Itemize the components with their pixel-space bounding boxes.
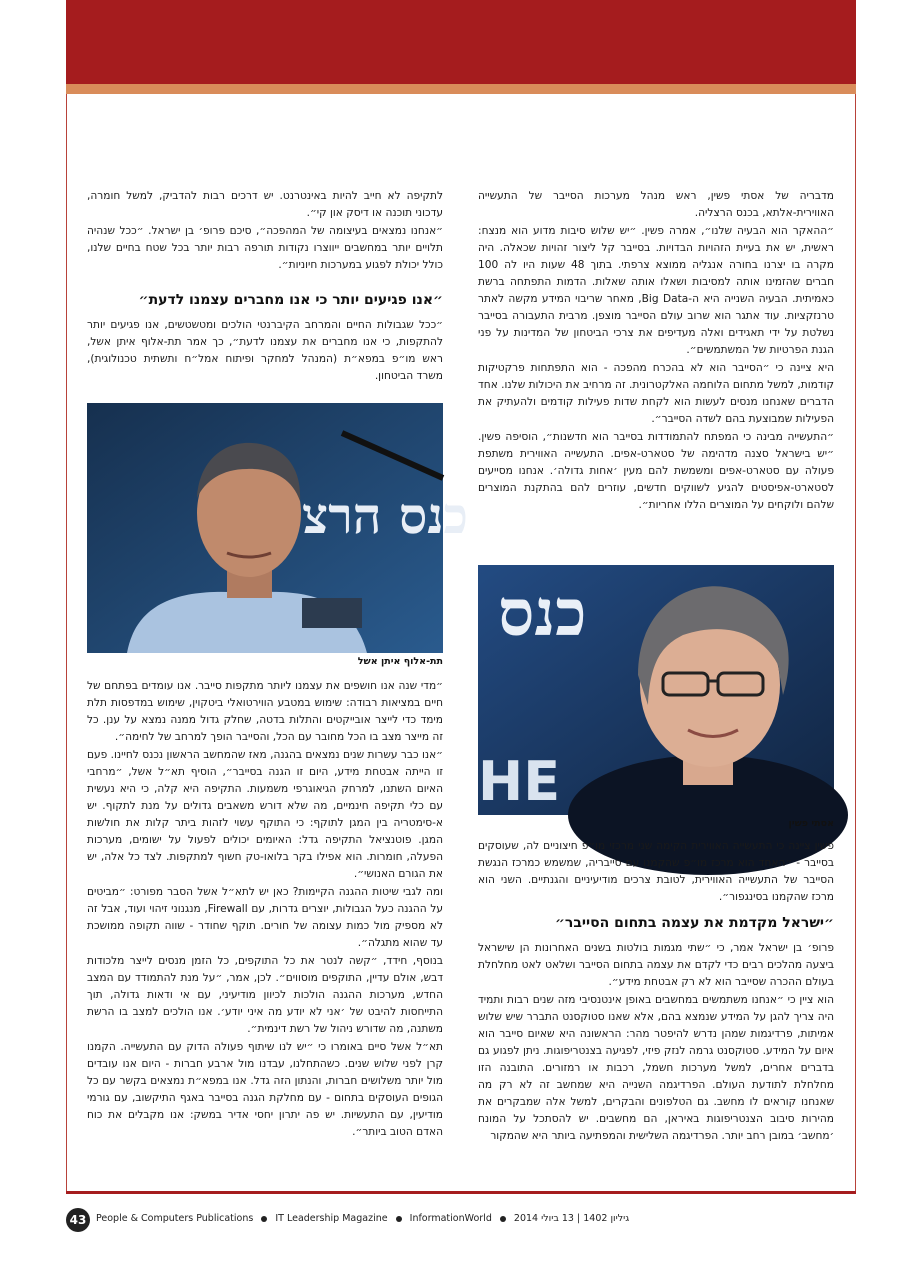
paragraph: ״התעשייה מבינה כי המפתח להתמודדות בסייבר הוא חדשנות״, הוסיפה פשין. ״יש בישראל סצנה מדהימה של סטארט-אפים. התעשייה האווירית משתפת פעולה עם סטארט-אפים ומשמשת להם מעין ׳אחות גדולה׳. אנחנו מסייעים לסטארט-אפיסטים להגיע לשווקים חדשים, עוזרים להם בהתקנת המוצרים שלהם ולוקחים על המוצרים הללו אחריות״.	[478, 431, 834, 511]
bullet-icon	[261, 1216, 267, 1222]
paragraph: ומה לגבי שיטות ההגנה הקיימות? כאן יש לתא״ל אשל הסבר מפורט: ״מביטים על ההגנה כעל הגבולות, יוצרים גדרות, עם Firewall, מנגנוני זיהוי ועוד, אבל זה לא מספיק מול כמות עצומה של חורים. תוקף שחודר - שווה תקופה ממושכת עד שהוא מתגלה״.	[87, 886, 443, 949]
article-left-column-after-heading	[87, 317, 443, 386]
article-right-column-bottom	[478, 940, 834, 1146]
photo-eitan-eshel	[87, 403, 469, 653]
bullet-icon	[396, 1216, 402, 1222]
paragraph: הוא ציין כי ״אנחנו משתמשים במחשבים באופן אינטנסיבי מזה שנים רבות ותמיד היה צריך להגן על המידע שנמצא בהם, אלא שאנו סטוקסנט התברר שיש שלוש אמיתות, פרדיגמות שמהן נדרש להיפטר מהר: הראשונה היא שאיום סייבר הוא איום על המידע. סטוקסנט גרמה לנזק פיזי, לפגיעה בצנטריפוגות. ניתן לפגוע גם בדברים אחרים, למשל מערכות חשמל, רכבות או רמזורים. התובנה הזו מחלחלת לתודעת העולם. הפרדיגמה השנייה היא שמחשב זה לא רק מה שאנחנו קוראים לו מחשב. גם הטלפונים והבקרים, למשל אלה שמבקרים את מהירות סיבוב הצנטריפוגות באיראן, הם מחשבים. יש להסתכל על המונח ׳מחשב׳ במובן רחב יותר. הפרדיגמה השלישית והמפתיעה ביותר היא שהמקור	[478, 994, 834, 1142]
footer-issue-date: גיליון 1402 | 13 ביולי 2014	[513, 1213, 630, 1224]
page-number: 43	[66, 1208, 90, 1232]
svg-text:HE: HE	[478, 750, 561, 813]
portrait-officer	[87, 403, 469, 653]
header-stripe	[66, 84, 856, 94]
paragraph: לתקיפה לא חייב להיות באינטרנט. יש דרכים רבות להדביק, למשל חומרה, עדכוני תוכנה או דיסק און קי״.	[87, 190, 443, 219]
photo-caption: אסתי פשין	[788, 818, 834, 829]
footer-item: InformationWorld	[409, 1213, 492, 1224]
paragraph: פשין ציינה כי התעשייה האווירית הקימה שני מרכזי מו״פ חיצוניים לה, שעוסקים בסייבר - ״האחד הוא מרכז מו״פ שהקמנו עם סייבריה, שמשמש כמרכז הנגשת הסייבר של התעשייה האווירית, לטובת צרכים מודיעיניים והגנתיים. השני הוא מרכז שהקמנו בסינגפור״.	[478, 840, 834, 903]
photo-caption: תת-אלוף איתן אשל	[357, 656, 443, 667]
paragraph: ״ככל שגבולות החיים והמרחב הקיברנטי הולכים ומטשטשים, אנו פגיעים יותר להתקפות, כי אנו מחברים את עצמנו לדעת״, כך אמר תת-אלוף איתן אשל, ראש מו״פ במפא״ת (המנהל למחקר ופיתוח אמל״ח ותשתית טכנולוגית), משרד הביטחון.	[87, 319, 443, 382]
paragraph: ״ההאקר הוא הבעיה שלנו״, אמרה פשין. ״יש שלוש סיבות מדוע הוא מנצח: ראשית, יש את בעיית הזהויות הבדויות. בסייבר קל ליצור זהויות שכאלה. היה מקרה בו יצרנו בחורה אנגליה ממוצא צרפתי. בתוך 48 שעות היו לה 100 חברים שהזמינו אותה למסיבות ושאלו אותה שאלות. הדמות התפתחה ברשת כאמיתית. הבעיה השנייה היא ה-Big Data, מאחר שריבוי המידע מקשה לאתר טרנזקציות. עוד אתגר הוא שרוב עולם הסייבר מוצפן. מרבית התעבורה בסייבר נשלטת על ידי תאגידים ואלה מעדיפים את צרכי הביטחון של המדינות על פני הגנת הפרטיות של המשתמשים״.	[478, 225, 834, 356]
section-heading: ״ישראל מקדמת את עצמה בתחום הסייבר״	[554, 915, 834, 931]
paragraph: ״אנחנו נמצאים בעיצומה של המהפכה״, סיכם פרופ׳ בן ישראל. ״ככל שנהיה תלויים יותר במחשבים ייווצרו נקודות תורפה רבות יותר בכל שטח בחיים שלנו, כולל יכולת לפגוע במערכות חיוניות״.	[87, 225, 443, 271]
paragraph: מדבריה של אסתי פשין, ראש מנהל מערכות הסייבר של התעשייה האווירית-אלתא, בכנס הרצליה.	[478, 190, 834, 219]
article-right-column-top	[478, 188, 834, 515]
paragraph: ״מדי שנה אנו חושפים את עצמנו ליותר מתקפות סייבר. אנו עומדים בפתחם של חיים במציאות רבודה: שימוש במטבע הווירטואלי ביטקוין, שימוש במדפסות תלת מימד כדי לייצר אובייקטים והתלות בדטה, שחלק גדול ממנה נמצא על ענן. כל זה מייצר מצב בו הכל מחובר עם הכל, והסייבר הופך למרחב של לחימה״.	[87, 680, 443, 743]
article-left-column-mid	[87, 678, 443, 1142]
stage-sign-text: כנס הרצ	[302, 486, 469, 545]
footer-item: People & Computers Publications	[96, 1213, 254, 1224]
header-banner	[66, 0, 856, 84]
page-frame-left	[66, 94, 67, 1192]
paragraph: היא ציינה כי ״הסייבר הוא לא בהכרח מהפכה - הוא התפתחות פרקטיקות קודמות, למשל מתחום הלוחמה האלקטרונית. זה מרחיב את היכולות שלנו. אחד הדברים שאנחנו מנסים לעשות הוא לקחת שדות פעילות קודמים ולהעתיק את הפעילות שמבוצעת בהם לשדה הסייבר״.	[478, 362, 834, 425]
page-frame-right	[855, 94, 856, 1192]
photo-esti-peshin	[478, 565, 834, 815]
paragraph: בנוסף, חידד, ״קשה לנטר את כל התוקפים, כל הזמן מנסים לייצר מלכודות דבש, אולם עדיין, התוקפים מוסווים״. לכן, אמר, ״על מנת להתמודד עם המצב החדש, מערכות ההגנה הולכות לכיוון מודיעיני, עם אי ודאות גדולה, תוך התייחסות להיבט של ׳אני לא יודע מה איני יודע׳. אנו הולכים למצב בו הרשת משתנה, מה שדורש ניהול של רשת דינמית״.	[87, 955, 443, 1035]
portrait-woman	[478, 565, 834, 815]
footer-item: IT Leadership Magazine	[275, 1213, 388, 1224]
paragraph: ״אנו כבר עשרות שנים נמצאים בהגנה, מאז שהמחשב הראשון נכנס לחיינו. פעם זו הייתה אבטחת מידע, היום זו הגנה בסייבר״, הוסיף תא״ל אשל, ״מרחבי האיום השתנו, למרחק הגיאוגרפי משמעות. התקיפה היא קלה, כי היא נעשית עם כלי תקיפה חינמיים, מה שלא דורש משאבים גדולים על מנת לתקוף. יש א-סימטריה בין המגן לתוקף: כי התוקף עשוי לזהות ביתר קלות את חולשות המגן. פוטנציאל התקיפה גדל: האיומים יכולים לפעול על ישומים, מערכות הפעלה, חומרות. הוא אפילו בקר בלואו-טק חשוף למתקפות. לצד כל אלה, יש את הגורם האנושי״.	[87, 749, 443, 880]
paragraph: תא״ל אשל סיים באומרו כי ״יש לנו שיתוף פעולה הדוק עם התעשייה. הקמנו קרן לפני שלוש שנים. כשהתחלנו, עבדנו מול ארבע חברות - היום אנו עובדים מול יותר משלושים חברות, והנתון הזה גדל. אנו במפא״ת נמצאים בקשר עם כל הגופים העוסקים בתחום - עם מחלקת הגנה בסייבר באגף התיקשוב, עם גורמי מודיעין, עם התעשיות. יש פה יתרון יחסי אדיר במשק: אנו מקבלים את כוח האדם הטוב ביותר״.	[87, 1041, 443, 1138]
stage-sign-text: כנס	[498, 576, 587, 651]
section-heading: ״אנו פגיעים יותר כי אנו מחברים עצמנו לדעת״	[138, 292, 443, 308]
article-right-column-mid	[478, 838, 834, 907]
page-footer	[66, 1208, 856, 1236]
footer-publications	[96, 1213, 629, 1224]
article-left-column-top	[87, 188, 443, 275]
page-frame-bottom	[66, 1191, 856, 1194]
paragraph: פרופ׳ בן ישראל אמר, כי ״שתי מגמות בולטות בשנים האחרונות הן שישראל ביצעה מהלכים רבים כדי לקדם את עצמה בתחום הסייבר ושלאט לאט מחלחלת בעולם ההכרה שסייבר הוא לא רק אבטחת מידע״.	[478, 942, 834, 988]
bullet-icon	[500, 1216, 506, 1222]
